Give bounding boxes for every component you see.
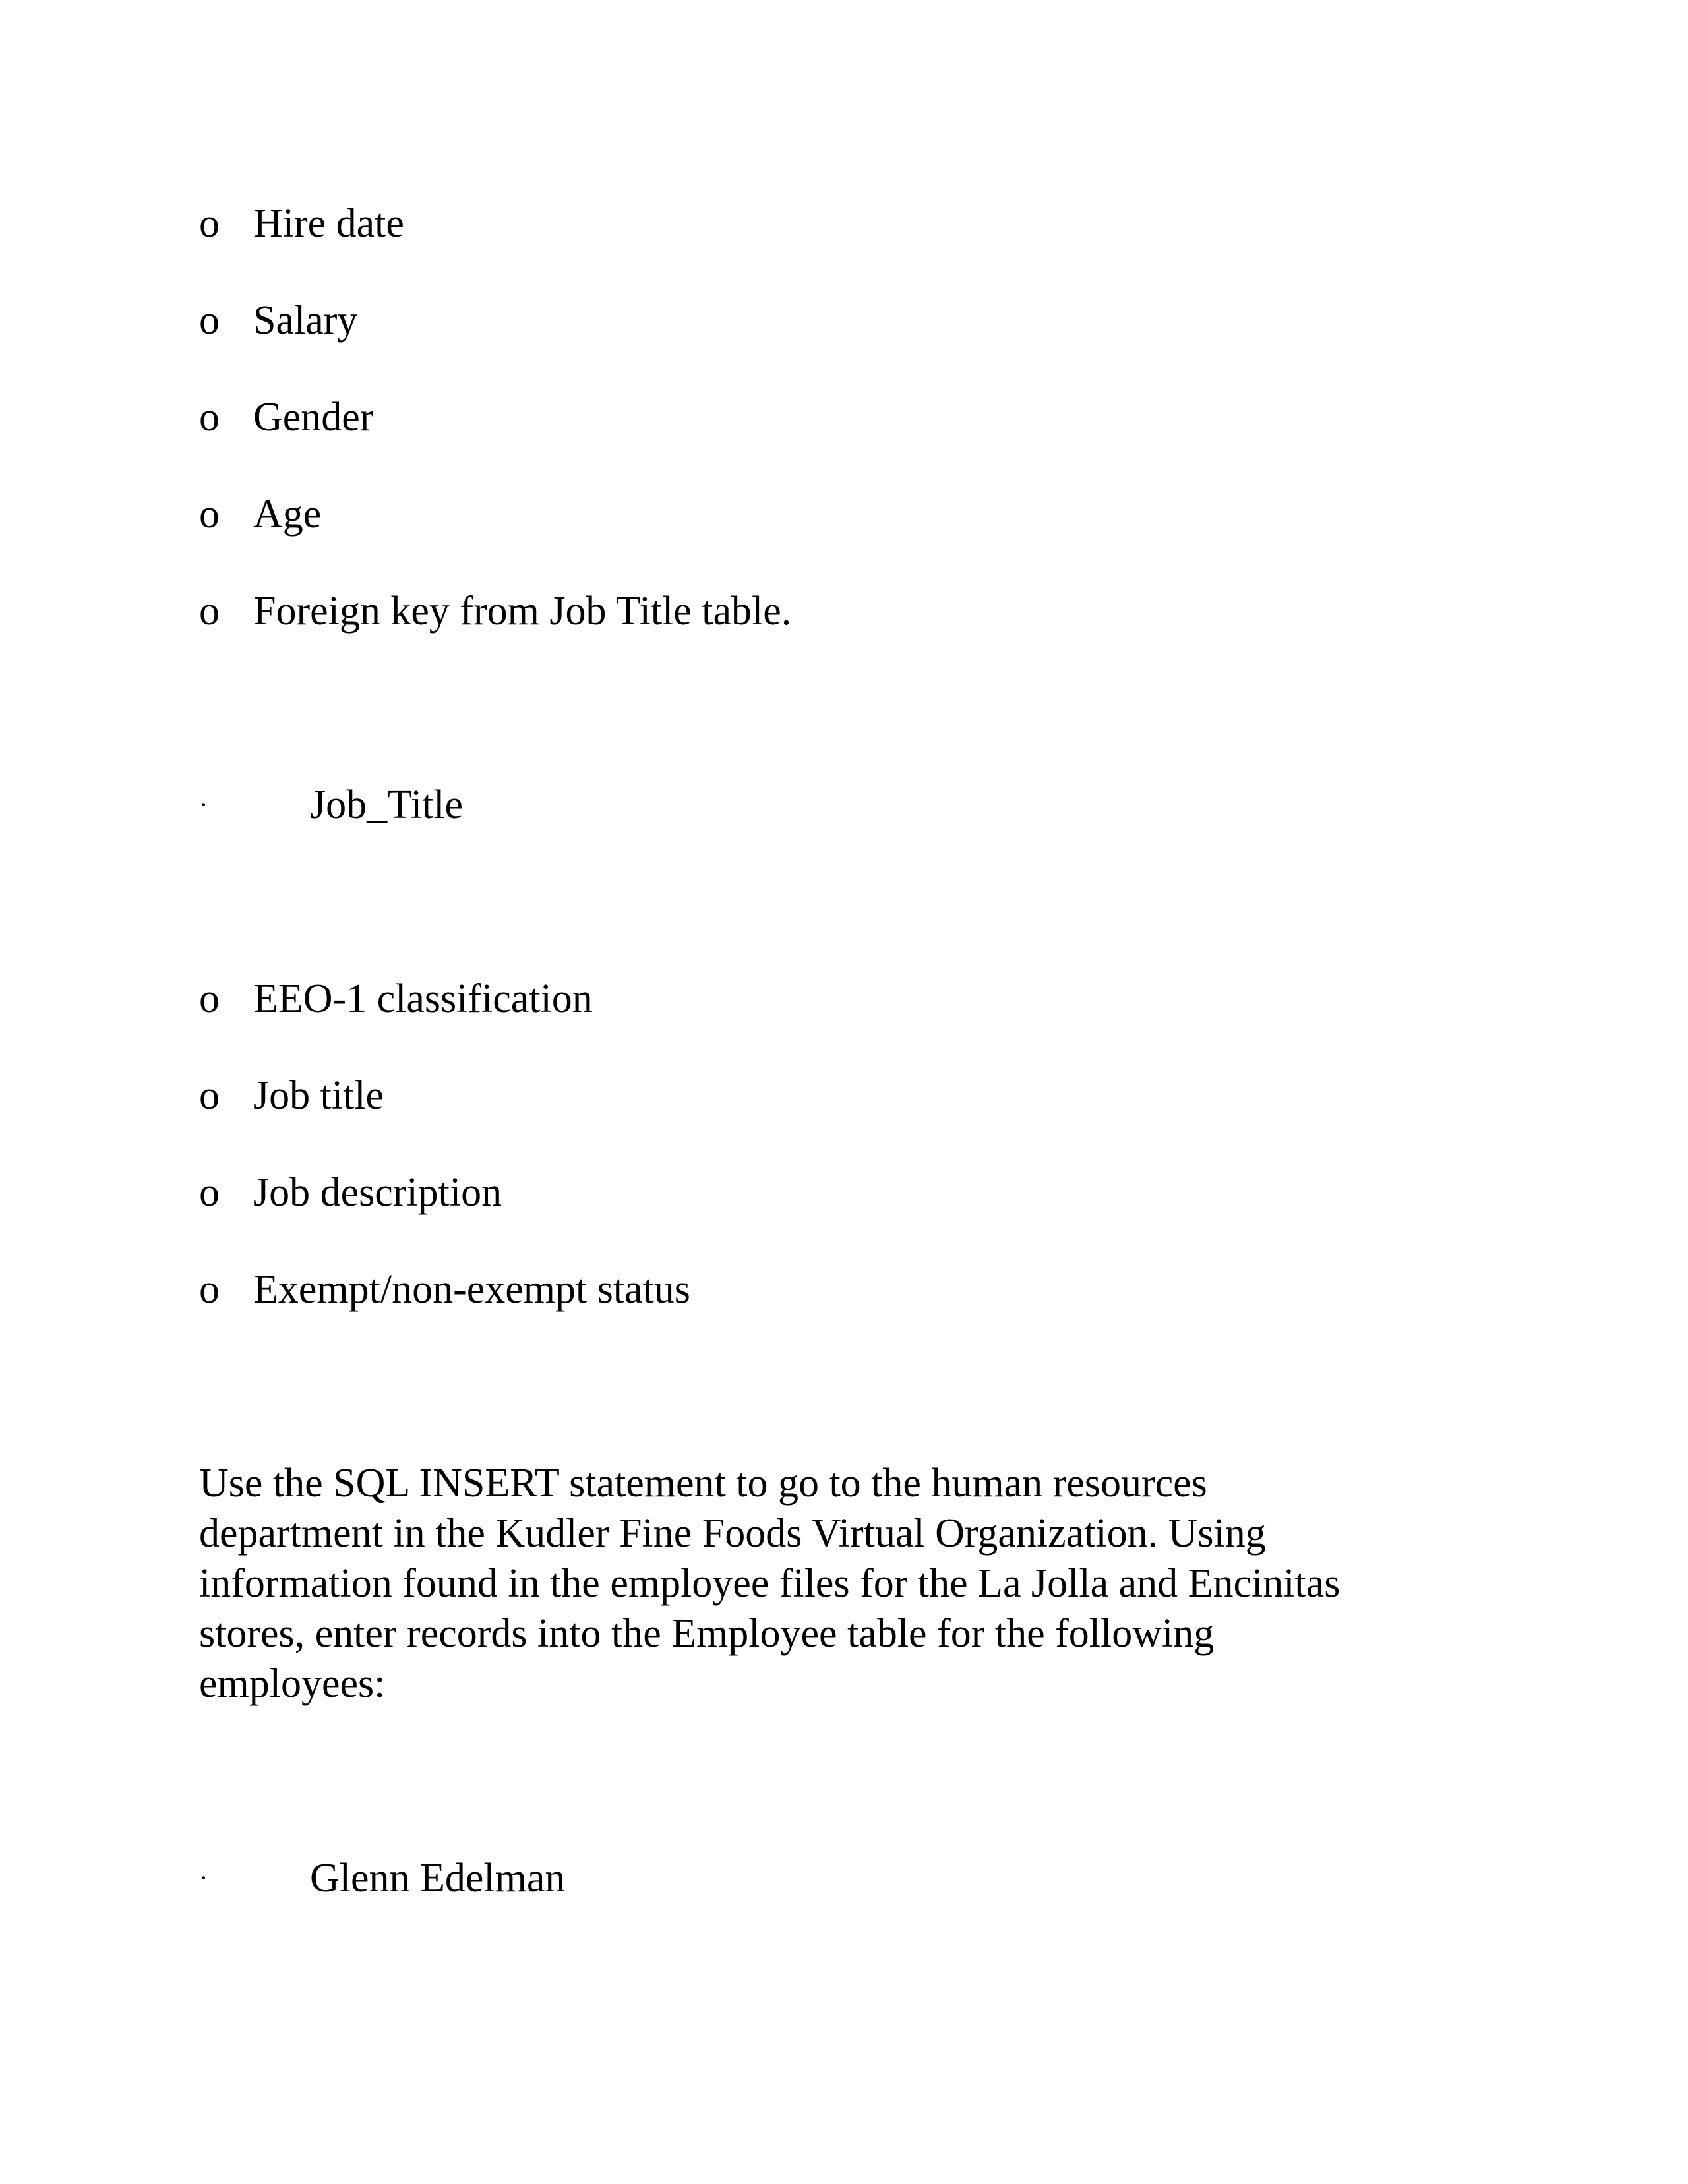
list-item-text: Salary [253,298,358,343]
instruction-paragraph: Use the SQL INSERT statement to go to the human resources department in the Kudler Fine Foods Virtual Organization. Using information found in the employee files for the La Jolla and Encinitas stores, enter records into the Employee table for the following employees: [199,1461,1341,1706]
list-item-text: Job description [253,1170,502,1215]
list-marker: o [199,976,220,1021]
section-label: Job_Title [310,782,464,827]
list-marker: o [199,589,220,634]
list-item-text: EEO-1 classification [253,976,593,1021]
bullet-marker: · [199,790,208,819]
list-item-text: Age [253,492,322,537]
list-marker: o [199,1073,220,1118]
list-item-text: Hire date [253,201,404,246]
list-marker: o [199,201,220,246]
list-marker: o [199,492,220,537]
list-marker: o [199,1267,220,1312]
list-item-text: Exempt/non-exempt status [253,1267,690,1312]
list-marker: o [199,395,220,440]
list-item-text: Job title [253,1073,384,1118]
bullet-marker: · [199,1863,208,1893]
list-marker: o [199,1170,220,1215]
list-item-text: Foreign key from Job Title table. [253,589,792,634]
list-marker: o [199,298,220,343]
list-item-text: Gender [253,395,374,440]
employee-name: Glenn Edelman [310,1856,566,1901]
